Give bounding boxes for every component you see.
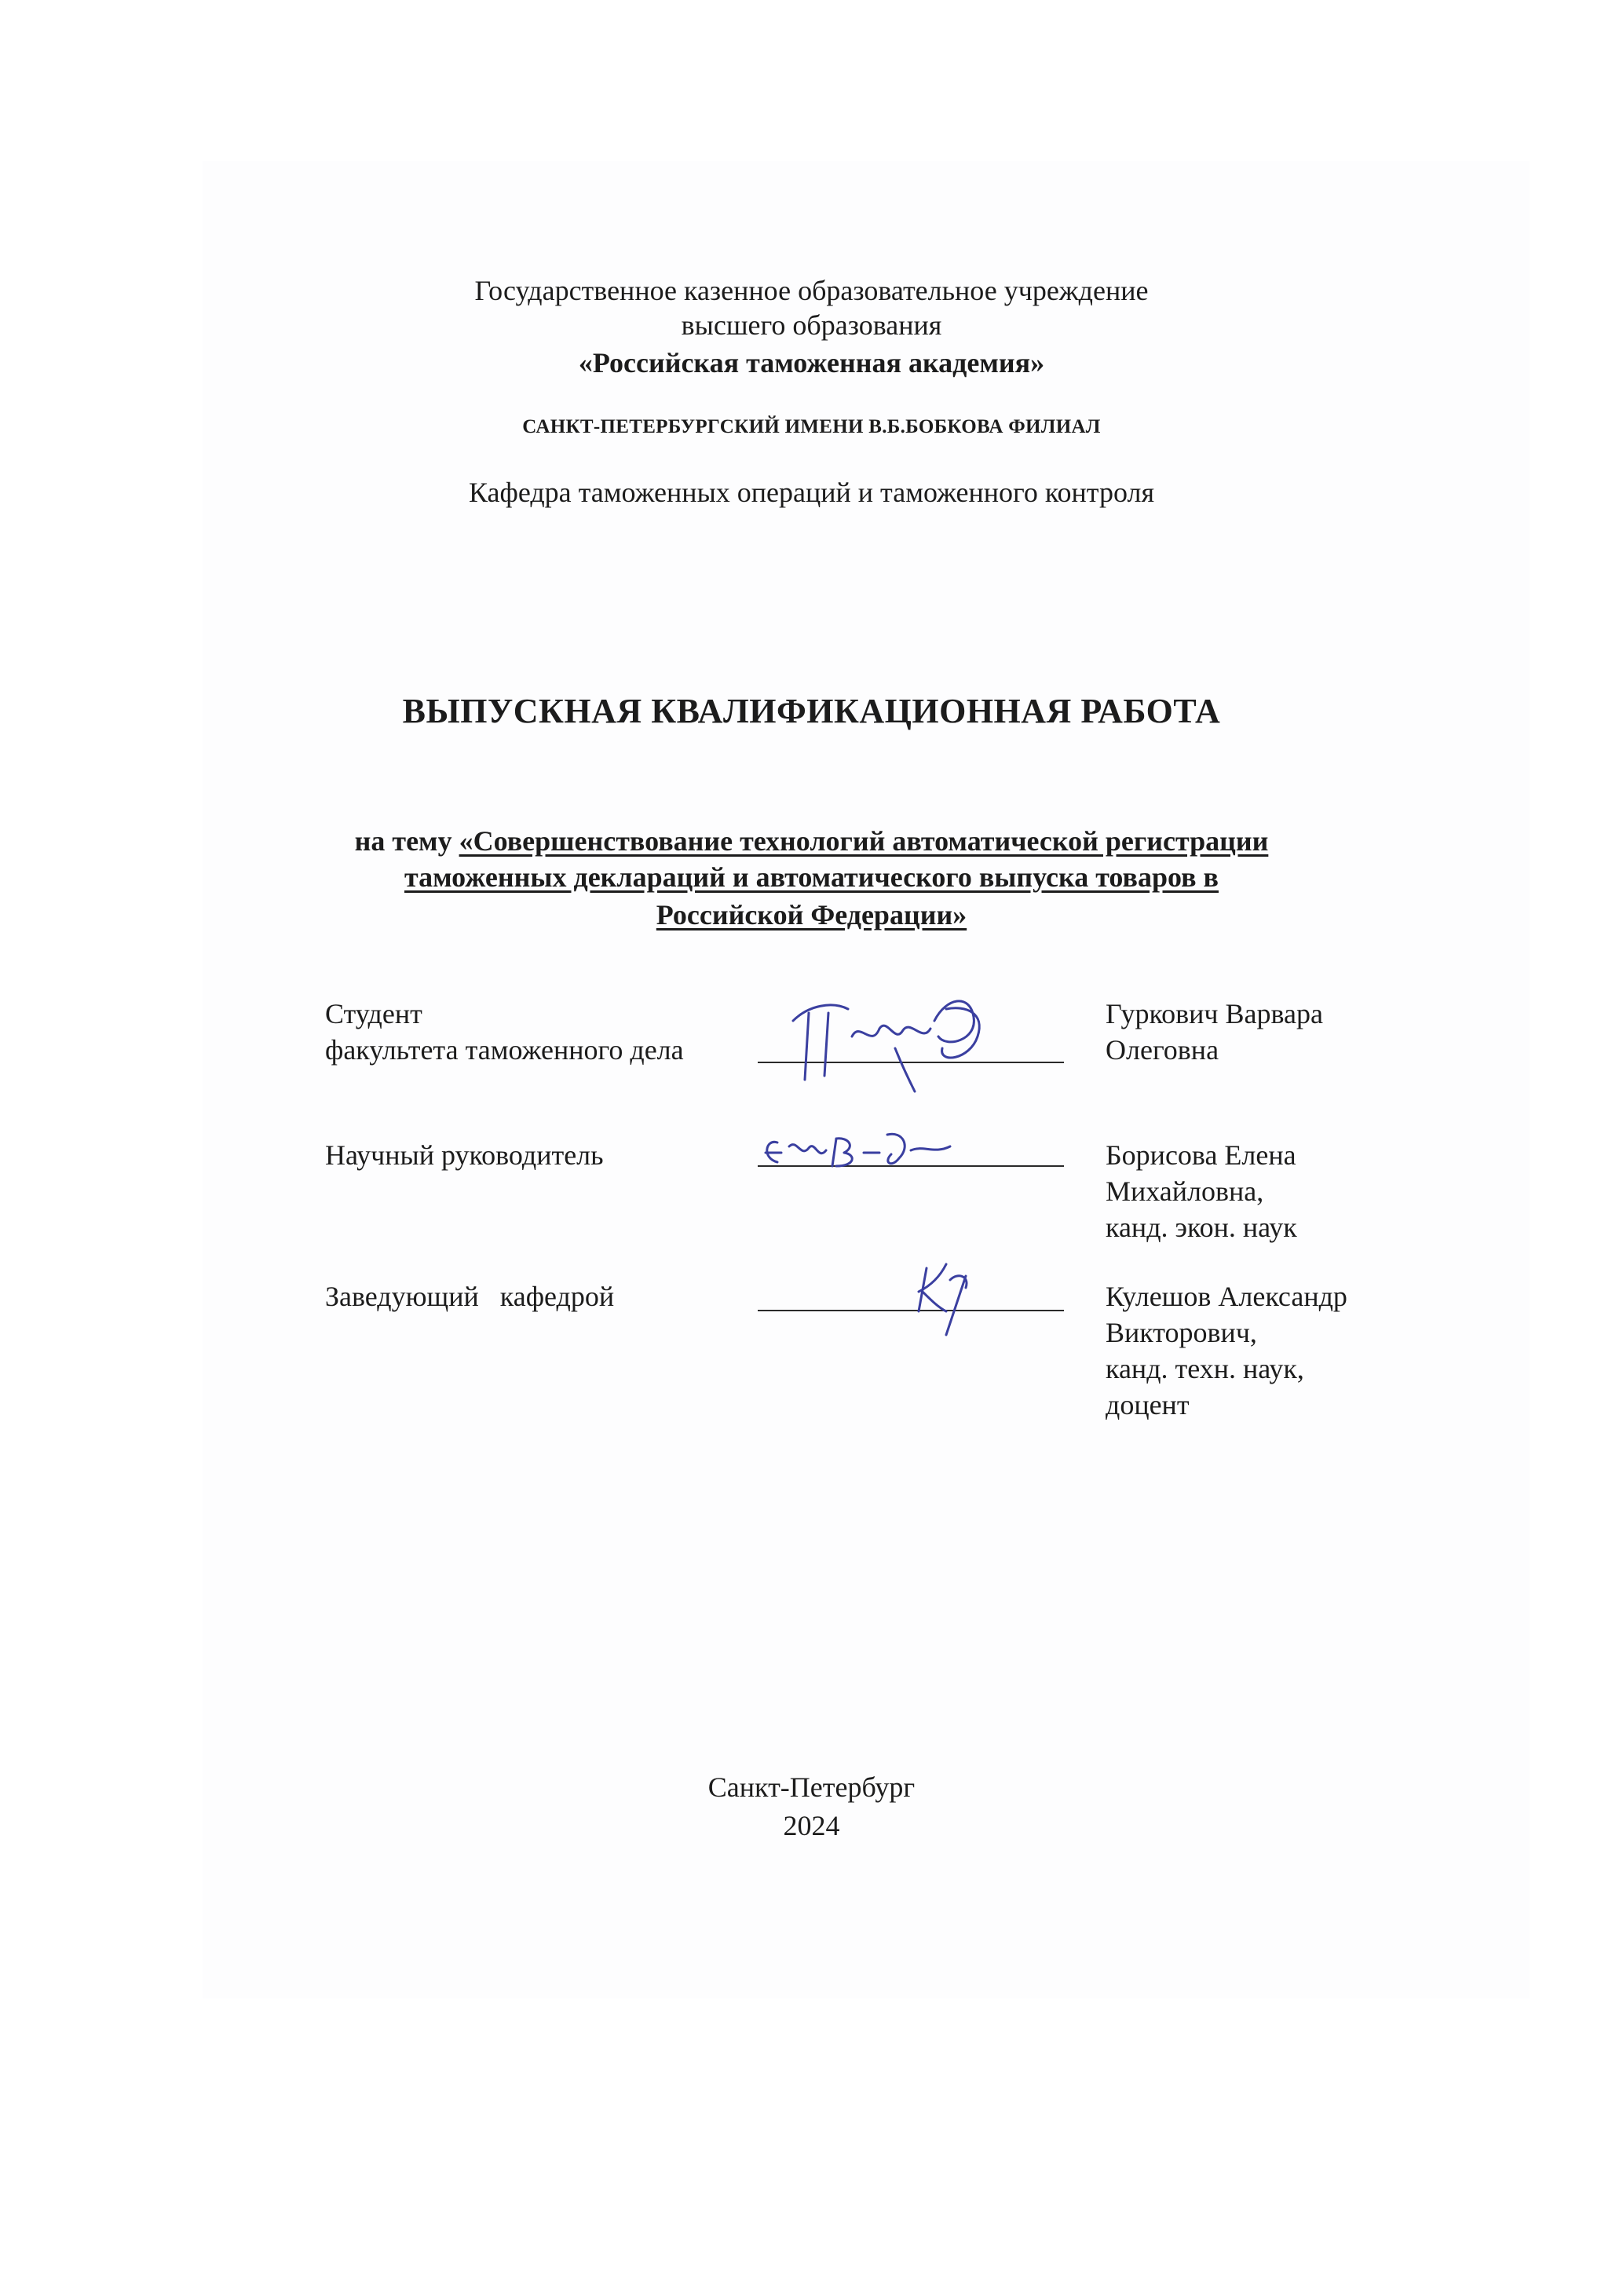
- supervisor-signature-icon: [754, 1123, 989, 1178]
- student-role-line: факультета таможенного дела: [325, 1034, 684, 1066]
- head-name: [1106, 1278, 1347, 1423]
- student-role: [325, 996, 684, 1068]
- student-name: [1106, 996, 1323, 1068]
- topic-line-3: [0, 897, 1623, 933]
- city: Санкт-Петербург: [707, 1771, 916, 1803]
- head-name-line: канд. техн. наук,: [1106, 1353, 1304, 1384]
- topic-text-1: «Совершенствование технологий автоматической регистрации: [459, 825, 1269, 857]
- student-name-line: Гуркович Варвара: [1106, 998, 1323, 1029]
- institution-type: Государственное казенное образовательное учреждение: [474, 275, 1149, 306]
- head-name-line: Викторович,: [1106, 1317, 1257, 1348]
- student-role-line: Студент: [325, 998, 422, 1029]
- head-signature-icon: [903, 1256, 997, 1343]
- student-name-line: Олеговна: [1106, 1034, 1219, 1066]
- department-name: Кафедра таможенных операций и таможенного контроля: [468, 477, 1155, 508]
- topic-text-2: таможенных деклараций и автоматического выпуска товаров в: [404, 861, 1219, 893]
- head-name-line: доцент: [1106, 1389, 1190, 1420]
- supervisor-name-line: канд. экон. наук: [1106, 1212, 1297, 1243]
- topic-prefix: на тему: [354, 825, 459, 857]
- document-title: ВЫПУСКНАЯ КВАЛИФИКАЦИОННАЯ РАБОТА: [402, 692, 1221, 730]
- topic-line-1: [0, 823, 1623, 859]
- head-name-line: Кулешов Александр: [1106, 1281, 1347, 1312]
- topic-text-3: Российской Федерации»: [656, 899, 967, 930]
- topic-line-2: [0, 859, 1623, 895]
- student-signature-icon: [777, 974, 1013, 1091]
- supervisor-name: [1106, 1137, 1297, 1245]
- supervisor-name-line: Борисова Елена: [1106, 1139, 1296, 1171]
- academy-name: «Российская таможенная академия»: [578, 347, 1045, 378]
- head-role: [325, 1278, 614, 1314]
- supervisor-role: [325, 1137, 604, 1173]
- year: 2024: [783, 1810, 840, 1841]
- supervisor-name-line: Михайловна,: [1106, 1175, 1264, 1207]
- supervisor-role-line: Научный руководитель: [325, 1139, 604, 1171]
- branch-name: САНКТ-ПЕТЕРБУРГСКИЙ ИМЕНИ В.Б.БОБКОВА ФИЛИАЛ: [522, 416, 1101, 437]
- education-level: высшего образования: [681, 309, 942, 341]
- head-role-line: Заведующий кафедрой: [325, 1281, 615, 1312]
